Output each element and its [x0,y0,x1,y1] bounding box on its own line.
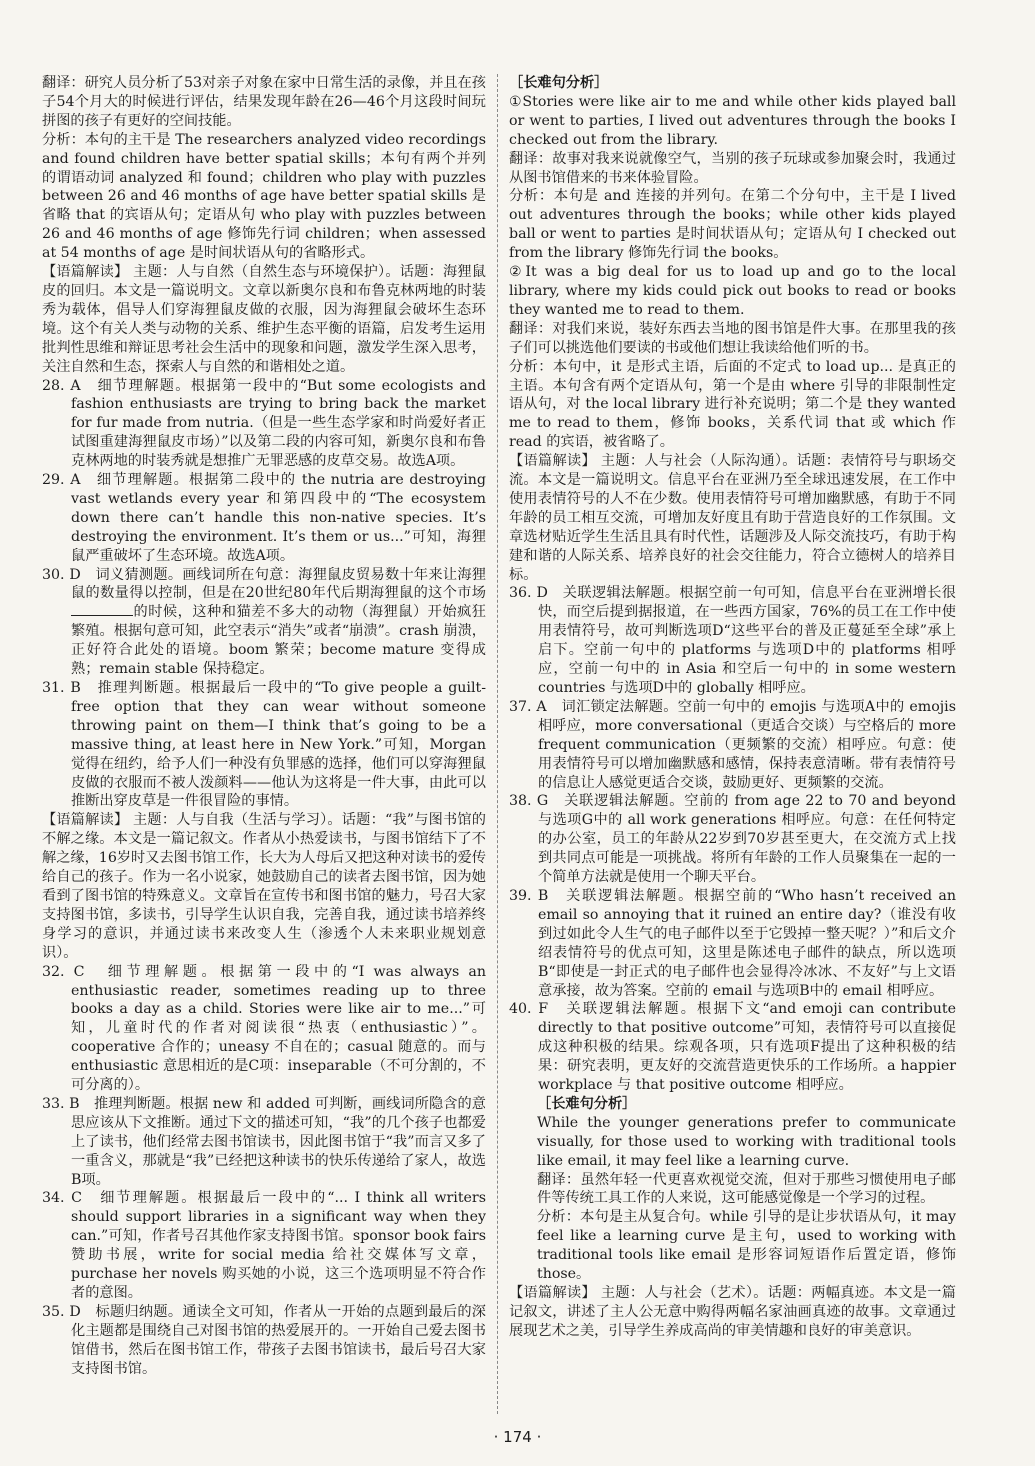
passage-interpretation: 【语篇解读】 主题：人与社会（人际沟通）。话题：表情符号与职场交流。本文是一篇说明文。信息平台在亚洲乃至全球迅速发展，在工作中使用表情符号的人不在少数。使用表情符号可增加幽默感，有助于不同年龄的员工相互交流，可增加友好度且有助于营造良好的工作氛围。文章选材贴近学生生活且具有时代性，话题涉及人际交流技巧，有助于构建和谐的人际关系、培养良好的社会交往能力，符合立德树人的培养目标。 [509,453,956,583]
answer-33: 33. B 推理判断题。根据 new 和 added 可判断，画线词所隐含的意思应该从下文推断。通过下文的描述可知，“我”的几个孩子也都爱上了读书，他们经常去图书馆读书，因此图书馆于“我”而言又多了一重含义，那就是“我”已经把这种读书的快乐传递给了家人，故选B项。 [42,1095,486,1188]
answer-30 [42,566,486,679]
answer-39: 39. B 关联逻辑法解题。根据空前的“Who hasn’t received an email so annoying that it ruined an entire day?（谁没有收到过如此令人生气的电子邮件以至于它毁掉一整天呢？）”和后文介绍表情符号的优点可知，这里是陈述电子邮件的缺点，所以选项B“即使是一封正式的电子邮件也会显得冷冰冰、不友好”与上文语意承接，故为答案。空前的 email 与选项B中的 email 相呼应。 [509,887,956,999]
answer-37: 37. A 词汇锁定法解题。空前一句中的 emojis 与选项A中的 emojis 相呼应，more conversational（更适合交谈）与空格后的 more frequent communication（更频繁的交流）相呼应。句意：使用表情符号可以增加幽默感和感情，保持表意清晰。带有表情符号的信息让人感觉更适合交谈，鼓励更好、更频繁的交流。 [509,698,956,791]
answer-30-part-2: 的时候，这种和猫差不多大的动物（海狸鼠）开始疯狂繁殖。根据句意可知，此空表示“消失”或者“崩溃”。crash 崩溃，正好符合此处的语境。boom 繁荣；become mature 变得成熟；remain stable 保持稳定。 [71,604,486,678]
sentence-1: ①Stories were like air to me and while other kids played ball or went to parties, I lived out adventures through the books I checked out from the library. [509,93,956,148]
answer-31: 31. B 推理判断题。根据最后一段中的“To give people a guilt-free option that they can wear without someone throwing paint on them—I think that’s going to be a massive thing, at least here in New York.”可知，Morgan 觉得在纽约，给予人们一种没有负罪感的选择，他们可以穿海狸鼠皮做的衣服而不被人泼颜料——他认为这将是一件大事，由此可以推断出穿皮草是一件很冒险的事情。 [42,680,486,810]
translation-paragraph: 翻译：虽然年轻一代更喜欢视觉交流，但对于那些习惯使用电子邮件等传统工具工作的人来说，这可能感觉像是一个学习的过程。 [537,1171,956,1207]
long-sentence-heading: ［长难句分析］ [537,1095,637,1112]
blank-line [71,603,133,616]
analysis-paragraph: 分析：本句是主从复合句。while 引导的是让步状语从句，it may feel like a learning curve 是主句，used to working with traditional tools like email 是形容词短语作后置定语，修饰 those。 [537,1209,956,1283]
answer-34: 34. C 细节理解题。根据最后一段中的“... I think all writers should support libraries in a significant way when they can.”可知，作者号召其他作家支持图书馆。sponsor book fairs 赞助书展，write for social media 给社交媒体写文章，purchase her novels 购买她的小说，这三个选项明显不符合作者的意图。 [42,1190,486,1301]
left-column [42,74,486,1379]
answer-28: 28. A 细节理解题。根据第一段中的“But some ecologists and fashion enthusiasts are trying to bring back the market for fur made from nutria.（但是一些生态学家和时尚爱好者正试图重建海狸鼠皮市场）”以及第二段的内容可知，新奥尔良和布鲁克林两地的时装秀就是想推广无罪恶感的皮草交易。故选A项。 [42,377,486,470]
answer-40: 40. F 关联逻辑法解题。根据下文“and emoji can contribute directly to that positive outcome”可知，表情符号可以直接促成这种积极的结果。综观各项，只有选项F提出了这种积极的结果：研究表明，更友好的交流营造更快乐的工作场所。a happier workplace 与 that positive outcome 相呼应。 [509,1001,956,1094]
passage-interpretation: 【语篇解读】 主题：人与自然（自然生态与环境保护）。话题：海狸鼠皮的回归。本文是一篇说明文。文章以新奥尔良和布鲁克林两地的时装秀为载体，倡导人们穿海狸鼠皮做的衣服，因为海狸鼠会破坏生态环境。这个有关人类与动物的关系、维护生态平衡的语篇，启发考生运用批判性思维和辩证思考社会生活中的现象和问题，激发学生深入思考，关注自然和生态，探索人与自然的和谐相处之道。 [42,264,486,375]
passage-interpretation: 【语篇解读】 主题：人与社会（艺术）。话题：两幅真迹。本文是一篇记叙文，讲述了主人公无意中购得两幅名家油画真迹的故事。文章通过展现艺术之美，引导学生养成高尚的审美情趣和良好的审美意识。 [509,1285,956,1339]
sentence-2: ②It was a big deal for us to load up and go to the local library, where my kids could pick out books to read or books they wanted me to read to them. [509,264,956,318]
analysis-paragraph: 分析：本句是 and 连接的并列句。在第二个分句中，主干是 I lived out adventures through the books；while other kids played ball or went to parties 是时间状语从句；定语从句 I checked out from the library 修饰先行词 the books。 [509,188,956,262]
translation-paragraph: 翻译：研究人员分析了53对亲子对象在家中日常生活的录像，并且在孩子54个月大的时候进行评估，结果发现年龄在26—46个月这段时间玩拼图的孩子有更好的空间技能。 [42,75,486,129]
passage-interpretation: 【语篇解读】 主题：人与自我（生活与学习）。话题：“我”与图书馆的不解之缘。本文是一篇记叙文。作者从小热爱读书，与图书馆结下了不解之缘，16岁时又去图书馆工作，长大为人母后又把这种对读书的爱传给自己的孩子。作为一名小说家，她鼓励自己的读者去图书馆，因为她看到了图书馆的特殊意义。文章旨在宣传书和图书馆的魅力，号召大家支持图书馆，多读书，引导学生认识自我，完善自我，通过读书培养终身学习的意识，并通过读书来改变人生（渗透个人未来职业规划意识）。 [42,812,486,961]
answer-32: 32. C 细节理解题。根据第一段中的“I was always an enthusiastic reader, sometimes reading up to three books a day as a child. Stories were like air to me...”可知，儿童时代的作者对阅读很“热衷（enthusiastic）”。cooperative 合作的；uneasy 不自在的；casual 随意的。而与 enthusiastic 意思相近的是C项：inseparable（不可分割的，不可分离的）。 [42,963,486,1094]
answer-30-part-1: 30. D 词义猜测题。画线词所在句意：海狸鼠皮贸易数十年来让海狸鼠的数量得以控制，但是在20世纪80年代后期海狸鼠的这个市场 [42,566,486,602]
answer-38: 38. G 关联逻辑法解题。空前的 from age 22 to 70 and beyond 与选项G中的 all work generations 相呼应。句意：在任何特定的办公室，员工的年龄从22岁到70岁甚至更大，在交流方式上找到共同点可能是一项挑战。将所有年龄的工作人员聚集在一起的一个简单方法就是使用一个聊天平台。 [509,793,956,886]
analysis-paragraph: 分析：本句的主干是 The researchers analyzed video recordings and found children have better spatial skills；本句有两个并列的谓语动词 analyzed 和 found；children who play with puzzles between 26 and 46 months of age have better spatial skills 是省略 that 的宾语从句；定语从句 who play with puzzles between 26 and 46 months of age 修饰先行词 children；when assessed at 54 months of age 是时间状语从句的省略形式。 [42,131,486,262]
page-number: · 174 · [493,1428,542,1446]
answer-36: 36. D 关联逻辑法解题。根据空前一句可知，信息平台在亚洲增长很快，而空后提到据报道，在一些西方国家，76%的员工在工作中使用表情符号，故可判断选项D“这些平台的普及正蔓延至全球”承上启下。空前一句中的 platforms 与选项D中的 platforms 相呼应，空前一句中的 in Asia 和空后一句中的 in some western countries 与选项D中的 globally 相呼应。 [509,585,956,696]
sentence-3: While the younger generations prefer to communicate visually, for those used to working with traditional tools like email, it may feel like a learning curve. [537,1114,956,1169]
analysis-paragraph: 分析：本句中，it 是形式主语，后面的不定式 to load up... 是真正的主语。本句含有两个定语从句，第一个是由 where 引导的非限制性定语从句，对 the local library 进行补充说明；第二个是 they wanted me to read to them，修饰 books，关系代词 that 或 which 作 read 的宾语，被省略了。 [509,358,956,451]
translation-paragraph: 翻译：对我们来说，装好东西去当地的图书馆是件大事。在那里我的孩子们可以挑选他们要读的书或他们想让我读给他们听的书。 [509,320,956,356]
answer-35: 35. D 标题归纳题。通读全文可知，作者从一开始的点题到最后的深化主题都是围绕自己对图书馆的热爱展开的。一开始自己爱去图书馆借书，然后在图书馆工作，带孩子去图书馆读书，最后号召大家支持图书馆。 [42,1303,486,1377]
right-column [509,74,956,1341]
long-sentence-heading: ［长难句分析］ [509,75,609,91]
answer-29: 29. A 细节理解题。根据第二段中的 the nutria are destroying vast wetlands every year 和第四段中的“The ecosystem down there can’t handle this non-native species. It’s destroying the environment. It’s them or us...”可知，海狸鼠严重破坏了生态环境。故选A项。 [42,472,486,564]
translation-paragraph: 翻译：故事对我来说就像空气，当别的孩子玩球或参加聚会时，我通过从图书馆借来的书来体验冒险。 [509,150,956,186]
